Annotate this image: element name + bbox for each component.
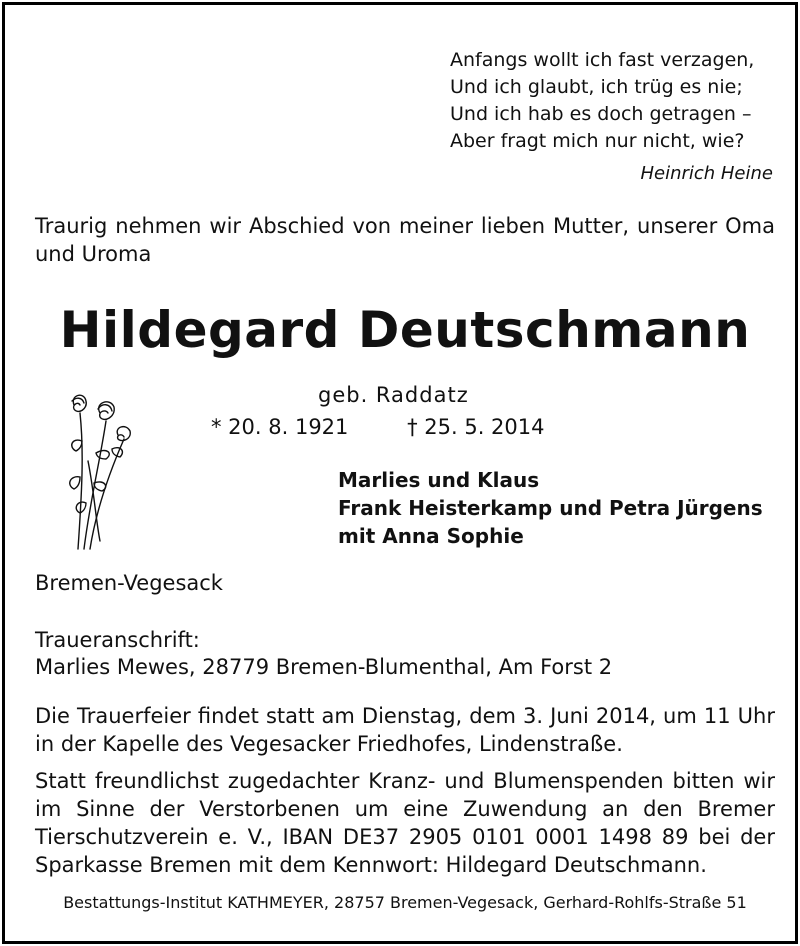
intro-text: Traurig nehmen wir Abschied von meiner lieben Mutter, unserer Oma und Uroma	[35, 214, 775, 266]
deceased-name: Hildegard Deutschmann	[59, 301, 751, 359]
poem-line: Aber fragt mich nur nicht, wie?	[450, 130, 745, 152]
birth-date: * 20. 8. 1921	[211, 415, 349, 439]
family-member: Frank Heisterkamp und Petra Jürgens	[338, 496, 763, 520]
death-date: † 25. 5. 2014	[407, 415, 545, 439]
donation-info: Statt freundlichst zugedachter Kranz- und Blumenspenden bitten wir im Sinne der Verstorbenen um eine Zuwendung an den Bremer Tierschutzverein e. V., IBAN DE37 2905 0101 0001 1498 89 bei der Sparkasse Bremen mit dem Kennwort: Hildegard Deutschmann.	[35, 769, 775, 877]
family-member: mit Anna Sophie	[338, 524, 524, 548]
mourning-address-value: Marlies Mewes, 28779 Bremen-Blumenthal, Am Forst 2	[35, 655, 613, 679]
funeral-home-footer: Bestattungs-Institut KATHMEYER, 28757 Bremen-Vegesack, Gerhard-Rohlfs-Straße 51	[63, 893, 747, 912]
family-member: Marlies und Klaus	[338, 468, 540, 492]
poem-line: Und ich glaubt, ich trüg es nie;	[450, 76, 743, 98]
life-dates	[211, 415, 545, 439]
mourning-address	[35, 627, 612, 681]
poem	[450, 47, 754, 155]
born-name: geb. Raddatz	[318, 383, 469, 407]
funeral-info: Die Trauerfeier findet statt am Dienstag, dem 3. Juni 2014, um 11 Uhr in der Kapelle des Vegesacker Friedhofes, Lindenstraße.	[35, 704, 775, 756]
poem-line: Und ich hab es doch getragen –	[450, 103, 752, 125]
poem-author: Heinrich Heine	[640, 163, 773, 184]
family-list	[338, 466, 763, 550]
place: Bremen-Vegesack	[35, 571, 223, 595]
obituary-notice	[2, 2, 798, 944]
mourning-address-label: Traueranschrift:	[35, 628, 200, 652]
poem-line: Anfangs wollt ich fast verzagen,	[450, 49, 755, 71]
roses-illustration-icon	[60, 391, 150, 553]
